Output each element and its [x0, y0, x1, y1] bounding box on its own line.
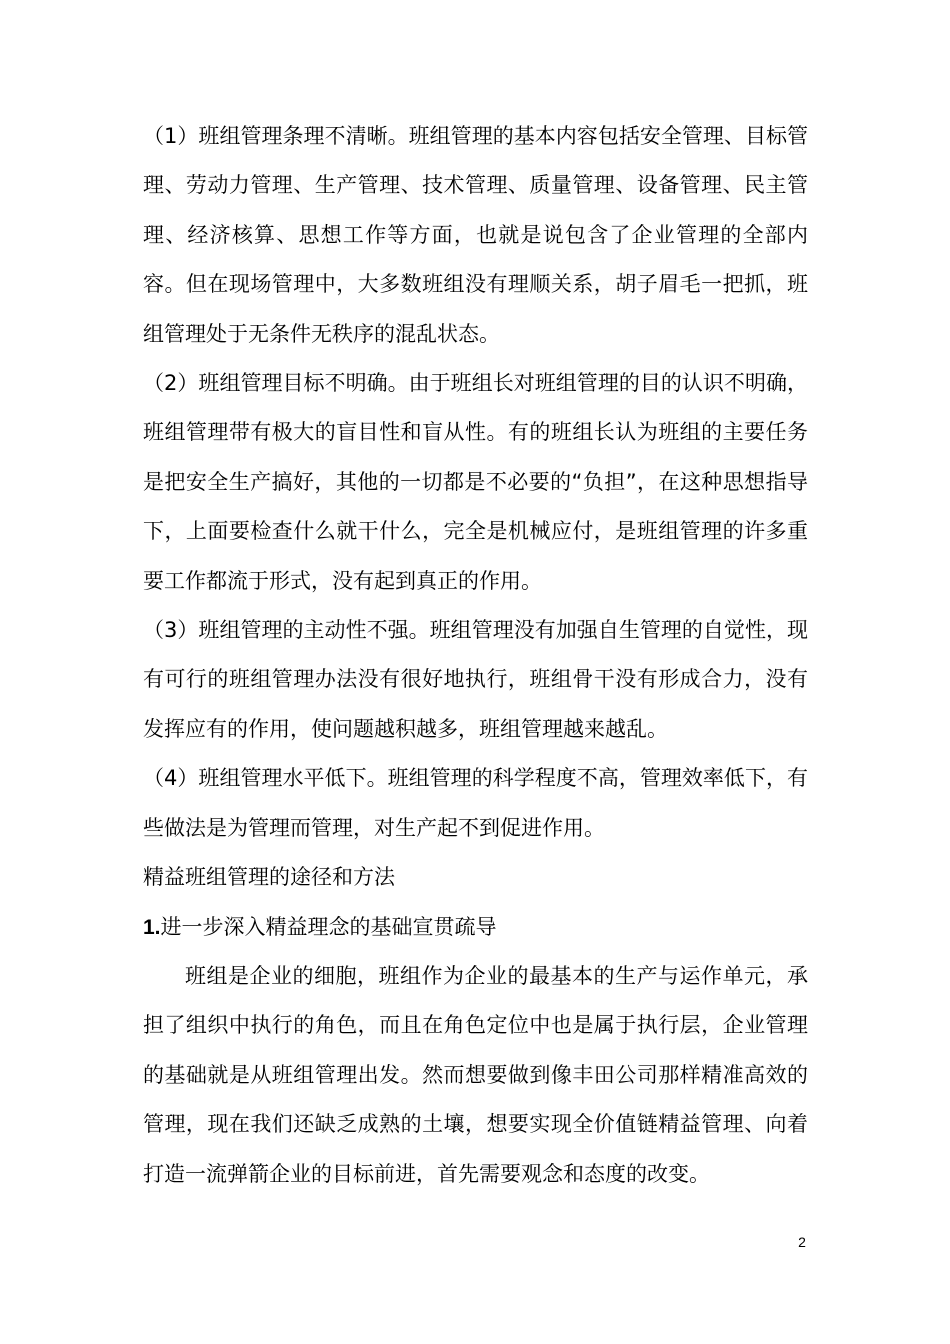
body-paragraph: 班组是企业的细胞，班组作为企业的最基本的生产与运作单元，承担了组织中执行的角色，而且在角色定位中也是属于执行层，企业管理的基础就是从班组管理出发。然而想要做到像丰田公司那样精准高效的管理，现在我们还缺乏成熟的土壤，想要实现全价值链精益管理、向着打造一流弹箭企业的目标前进，首先需要观念和态度的改变。	[143, 963, 808, 1186]
page-number: 2	[798, 1234, 806, 1250]
subheading-text: 进一步深入精益理念的基础宣贯疏导	[160, 914, 497, 939]
paragraph-issue-4: （4）班组管理水平低下。班组管理的科学程度不高，管理效率低下，有些做法是为管理而管理，对生产起不到促进作用。	[143, 766, 808, 840]
paragraph-issue-3: （3）班组管理的主动性不强。班组管理没有加强自生管理的自觉性，现有可行的班组管理办法没有很好地执行，班组骨干没有形成合力，没有发挥应有的作用，使问题越积越多，班组管理越来越乱。	[143, 618, 808, 741]
subheading	[143, 903, 808, 952]
document-body	[143, 112, 808, 1199]
paragraph-issue-1: （1）班组管理条理不清晰。班组管理的基本内容包括安全管理、目标管理、劳动力管理、生产管理、技术管理、质量管理、设备管理、民主管理、经济核算、思想工作等方面，也就是说包含了企业管理的全部内容。但在现场管理中，大多数班组没有理顺关系，胡子眉毛一把抓，班组管理处于无条件无秩序的混乱状态。	[143, 124, 808, 346]
section-heading: 精益班组管理的途径和方法	[143, 865, 395, 890]
paragraph-issue-2: （2）班组管理目标不明确。由于班组长对班组管理的目的认识不明确，班组管理带有极大的盲目性和盲从性。有的班组长认为班组的主要任务是把安全生产搞好，其他的一切都是不必要的“负担”，在这种思想指导下，上面要检查什么就干什么，完全是机械应付，是班组管理的许多重要工作都流于形式，没有起到真正的作用。	[143, 371, 808, 593]
subheading-number: 1.	[143, 915, 161, 939]
